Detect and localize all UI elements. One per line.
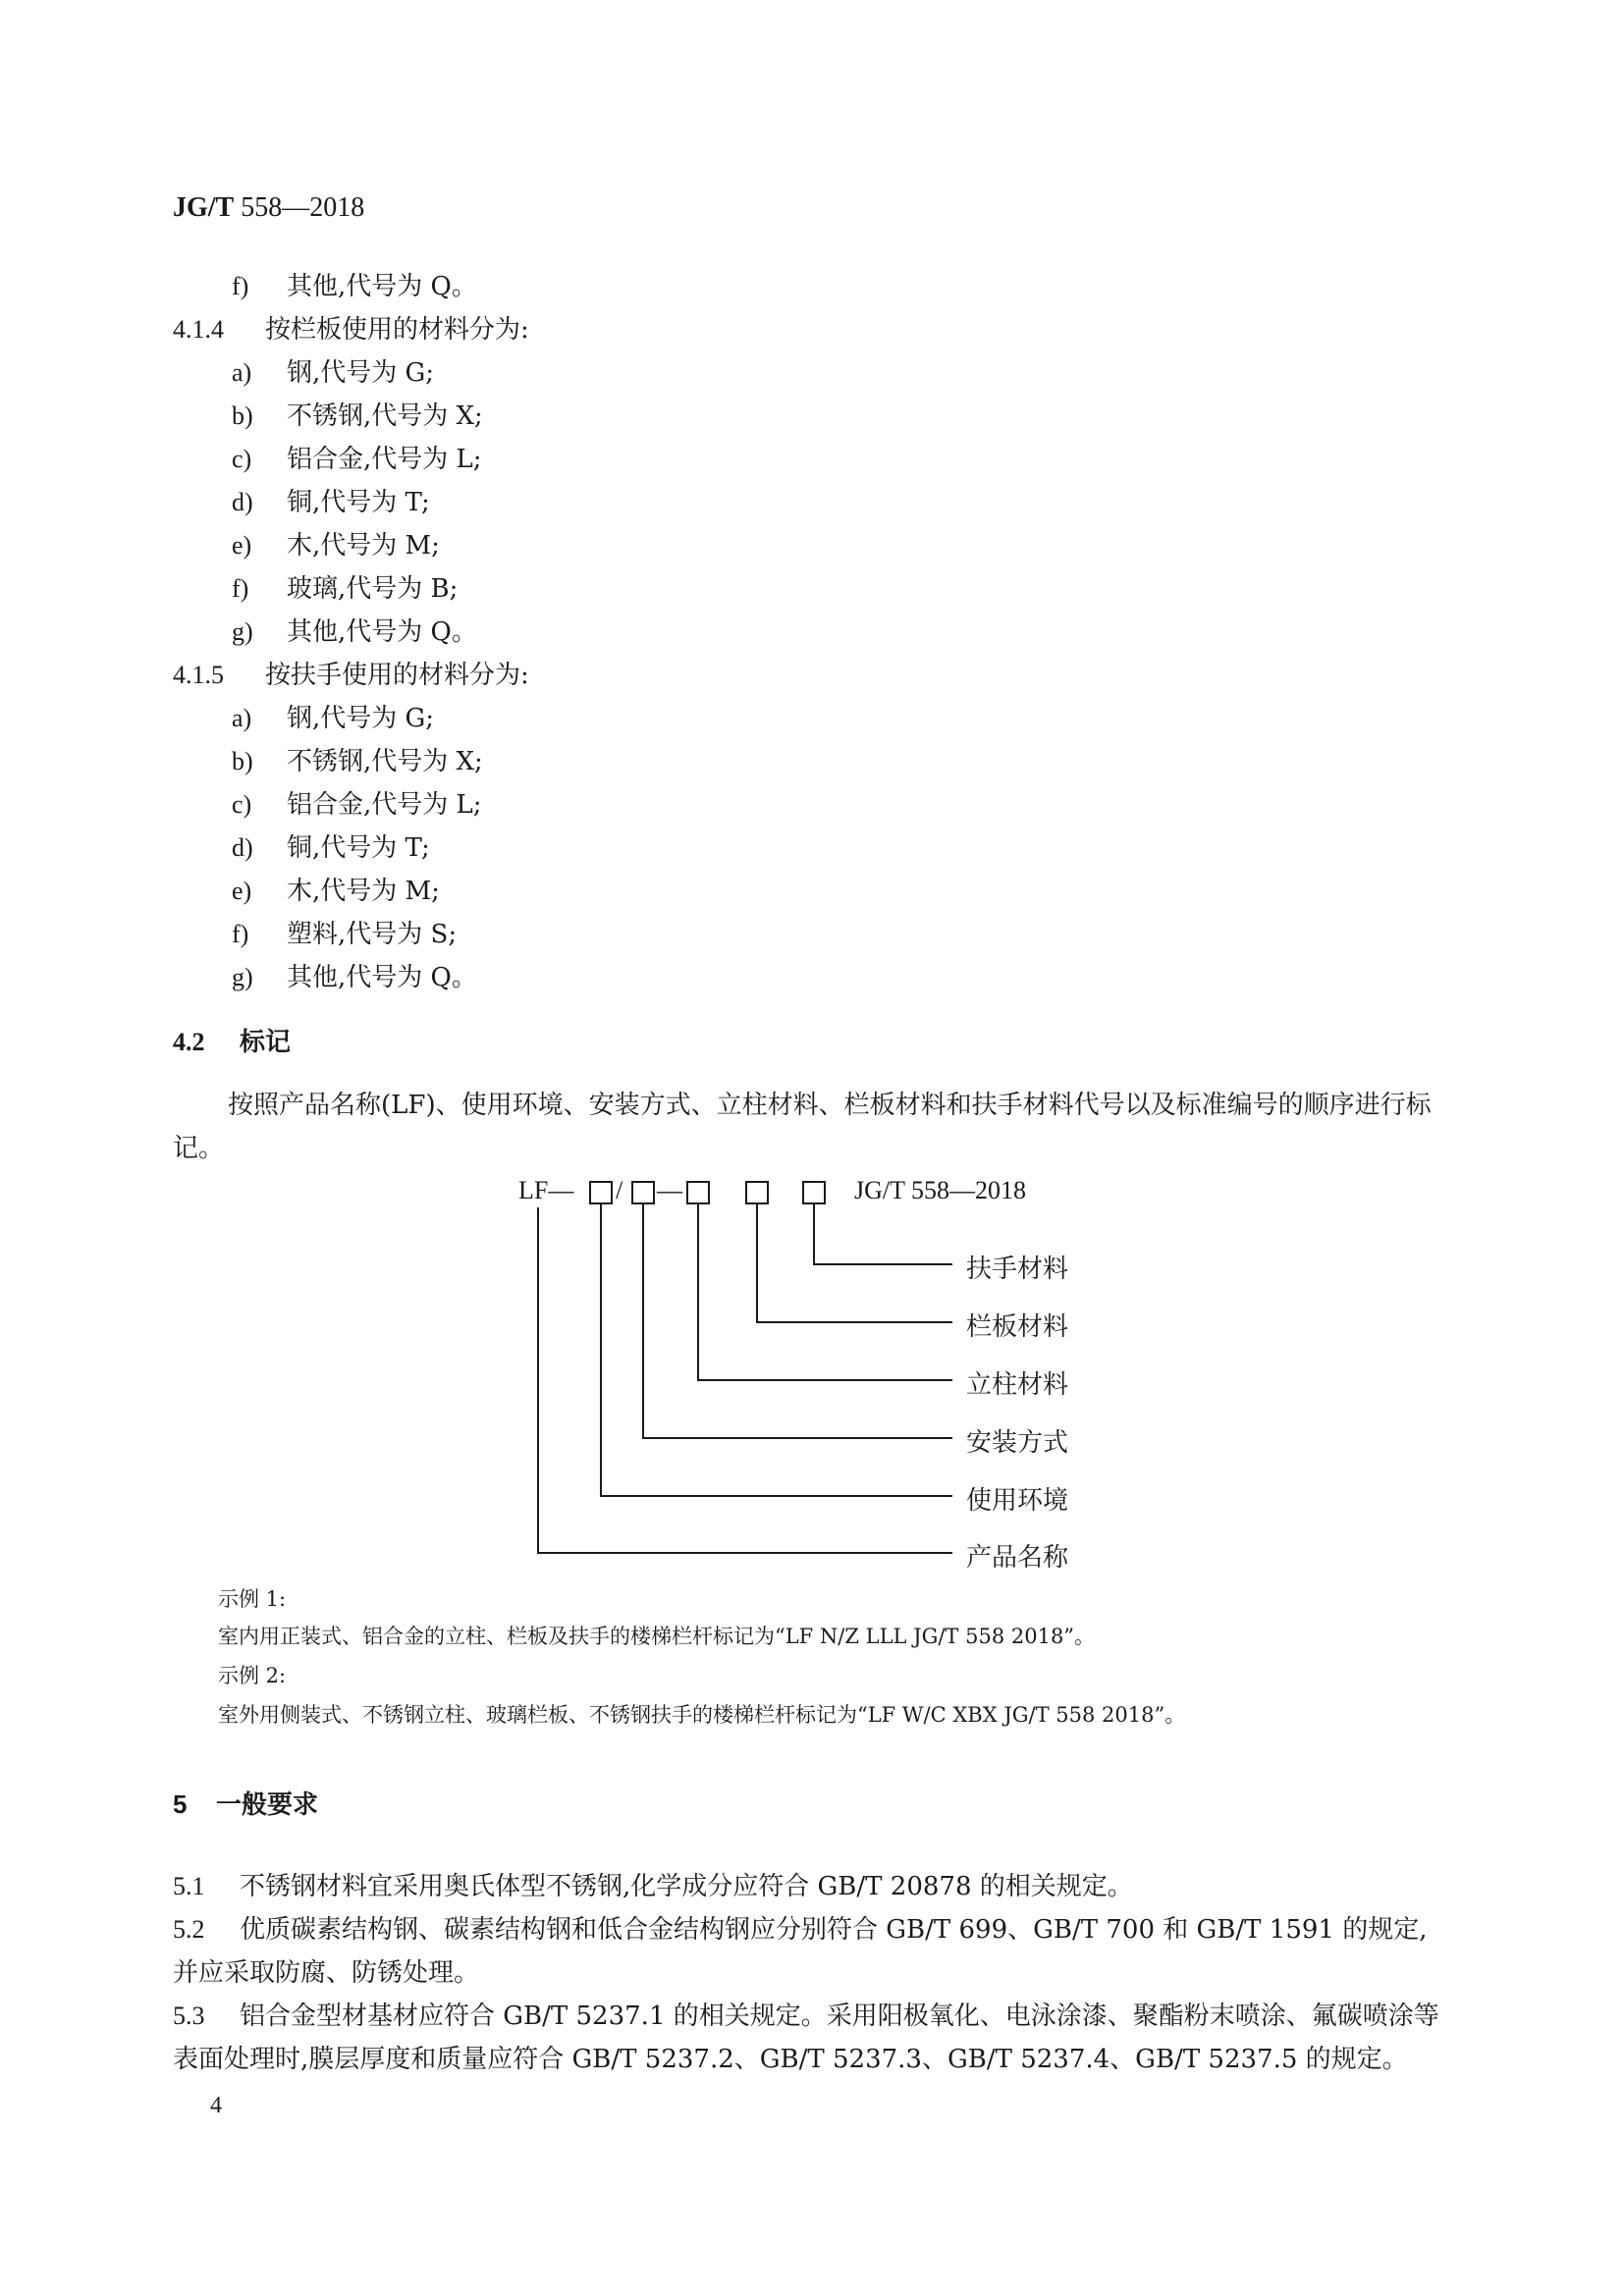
diagram-label-product-name: 产品名称 (966, 1543, 1069, 1573)
clause-number: 4.1.4 (173, 315, 224, 344)
code-box-panel-material (746, 1182, 768, 1203)
list-label: b) (232, 401, 253, 430)
diagram-label-post: 立柱材料 (966, 1370, 1069, 1400)
list-text: 铝合金,代号为 L; (287, 445, 482, 474)
example-title: 示例 1: (218, 1587, 287, 1611)
list-text: 钢,代号为 G; (287, 704, 435, 733)
diagram-label-panel: 栏板材料 (966, 1312, 1069, 1342)
list-text: 其他,代号为 Q。 (287, 272, 477, 301)
example-title: 示例 2: (218, 1664, 287, 1687)
list-text: 铜,代号为 T; (287, 833, 430, 863)
paragraph: 按照产品名称(LF)、使用环境、安装方式、立柱材料、栏板材料和扶手材料代号以及标准编号的顺序进行标记。 (173, 1091, 1432, 1163)
clause-number: 5.3 (173, 2002, 205, 2030)
list-text: 铜,代号为 T; (287, 488, 430, 517)
clause-5-3 (173, 1995, 1449, 2081)
mark-prefix: LF— (518, 1176, 574, 1204)
list-label: d) (232, 488, 253, 516)
list-label: b) (232, 747, 253, 775)
code-box-environment (590, 1182, 612, 1203)
section-number: 4.2 (173, 1028, 205, 1056)
list-label: f) (232, 920, 249, 948)
clause-number: 4.1.5 (173, 661, 224, 689)
list-label: c) (232, 445, 252, 473)
list-label: g) (232, 963, 253, 991)
example-text: 室外用侧装式、不锈钢立柱、玻璃栏板、不锈钢扶手的楼梯栏杆标记为“LF W/C XBX JG/T 558 2018”。 (218, 1703, 1186, 1727)
list-text: 铝合金,代号为 L; (287, 790, 482, 820)
clause-text: 铝合金型材基材应符合 GB/T 5237.1 的相关规定。采用阳极氧化、电泳涂漆、聚酯粉末喷涂、氟碳喷涂等表面处理时,膜层厚度和质量应符合 GB/T 5237.2、GB/T 5237.3、GB/T 5237.4、GB/T 5237.5 的规定。 (173, 2002, 1439, 2074)
clause-text: 不锈钢材料宜采用奥氏体型不锈钢,化学成分应符合 GB/T 20878 的相关规定。 (240, 1872, 1133, 1901)
diagram-label-environment: 使用环境 (966, 1486, 1069, 1516)
section-heading-5 (173, 1783, 318, 1827)
list-text: 木,代号为 M; (287, 531, 440, 561)
list-text: 不锈钢,代号为 X; (287, 401, 483, 431)
clause-number: 5.2 (173, 1915, 205, 1944)
section-title: 标记 (240, 1028, 292, 1057)
list-text: 塑料,代号为 S; (287, 920, 458, 949)
list-text: 其他,代号为 Q。 (287, 963, 477, 992)
list-label: f) (232, 272, 249, 300)
clause-text: 优质碳素结构钢、碳素结构钢和低合金结构钢应分别符合 GB/T 699、GB/T 700 和 GB/T 1591 的规定,并应采取防腐、防锈处理。 (173, 1915, 1428, 1988)
list-label: e) (232, 877, 252, 905)
example-text: 室内用正装式、铝合金的立柱、栏板及扶手的楼梯栏杆标记为“LF N/Z LLL JG/T 558 2018”。 (218, 1625, 1096, 1648)
standard-number-code: JG/T (173, 192, 235, 223)
section-title: 一般要求 (216, 1790, 319, 1820)
clause-number: 5.1 (173, 1872, 205, 1900)
code-box-post-material (687, 1182, 709, 1203)
page-number: 4 (210, 2093, 222, 2118)
list-text: 不锈钢,代号为 X; (287, 747, 483, 776)
list-label: e) (232, 531, 252, 560)
list-label: a) (232, 358, 252, 387)
list-text: 木,代号为 M; (287, 877, 440, 906)
clause-5-2 (173, 1908, 1449, 1995)
mark-dash: — (657, 1176, 682, 1204)
section-number: 5 (173, 1789, 188, 1819)
code-box-handrail-material (803, 1182, 825, 1203)
code-box-installation (632, 1182, 654, 1203)
standard-number-year: 558—2018 (234, 192, 365, 223)
list-text: 钢,代号为 G; (287, 358, 435, 388)
clause-title: 按栏板使用的材料分为: (265, 315, 529, 345)
list-text: 玻璃,代号为 B; (287, 574, 459, 604)
clause-title: 按扶手使用的材料分为: (265, 661, 529, 690)
mark-standard: JG/T 558—2018 (854, 1176, 1027, 1204)
diagram-label-handrail: 扶手材料 (966, 1255, 1069, 1284)
list-label: a) (232, 704, 252, 732)
diagram-label-installation: 安装方式 (966, 1428, 1069, 1458)
mark-slash: / (616, 1176, 623, 1204)
list-label: g) (232, 617, 253, 646)
list-label: c) (232, 790, 252, 819)
list-text: 其他,代号为 Q。 (287, 617, 477, 647)
list-label: f) (232, 574, 249, 603)
list-label: d) (232, 833, 253, 862)
clause-5-1 (173, 1865, 1449, 1908)
